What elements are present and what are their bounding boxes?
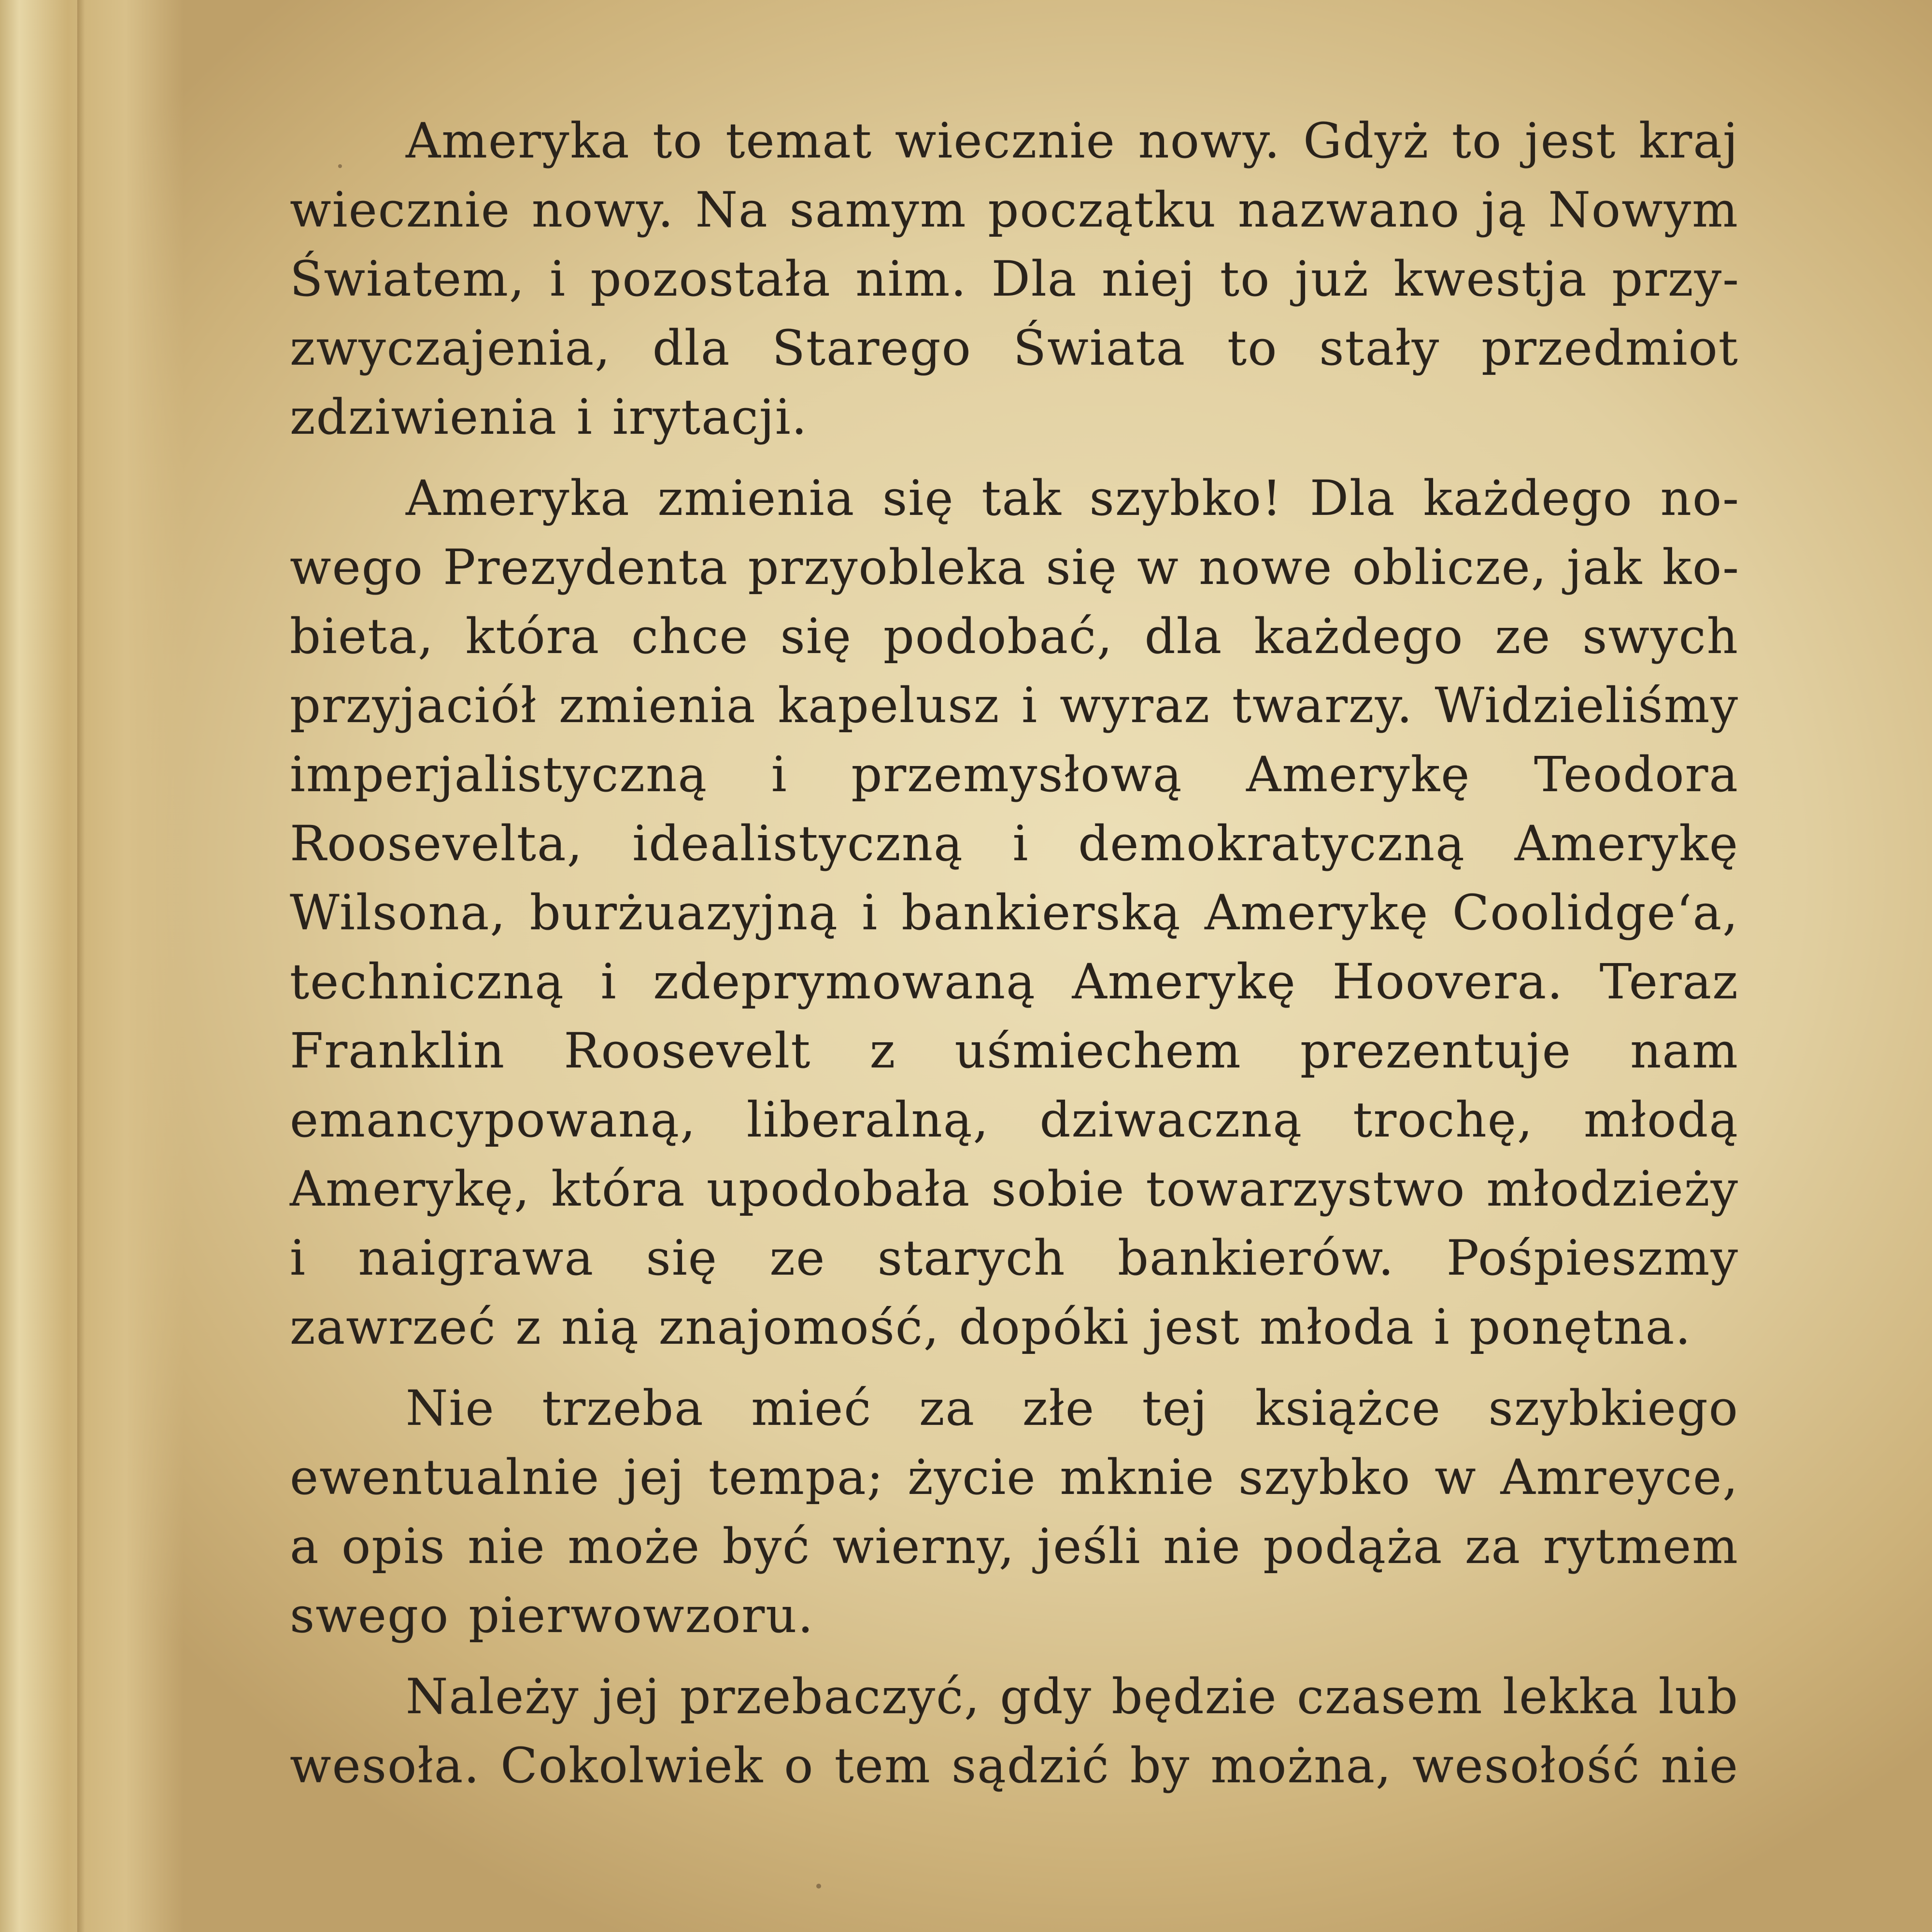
paragraph-1: Ameryka to temat wiecznie nowy. Gdyż to jest kraj wiecznie nowy. Na samym początku nazwano ją Nowym Światem, i pozostała nim. Dla niej to już kwestja przyzwyczajenia, dla Starego Świata to stały przedmiot zdziwienia i irytacji. bbox=[290, 113, 1739, 445]
book-spine-shadow bbox=[0, 0, 184, 1932]
paper-speck bbox=[338, 164, 342, 168]
page-edge bbox=[77, 0, 85, 1932]
paragraph-4: Należy jej przebaczyć, gdy będzie czasem lekka lub wesoła. Cokolwiek o tem sądzić by można, wesołość nie bbox=[290, 1668, 1739, 1794]
paper-speck bbox=[816, 1884, 821, 1889]
paragraph-2: Ameryka zmienia się tak szybko! Dla każdego nowego Prezydenta przyoblekа się w nowe oblicze, jak kobieta, która chce się podobać, dla każdego ze swych przyjaciół zmienia kapelusz i wyraz twarzy. Widzieliśmy imperjalistyczną i przemysłową Amerykę Teodora Roosevelta, idealistyczną i demokratyczną Amerykę Wilsona, burżuazyjną i bankierską Amerykę Coolidge‘a, techniczną i zdeprymowaną Amerykę Hoovera. Teraz Franklin Roosevelt z uśmiechem prezentuje nam emancypowaną, liberalną, dziwaczną trochę, młodą Amerykę, która upodobała sobie towarzystwo młodzieży i naigrawa się ze starych bankierów. Pośpieszmy zawrzeć z nią znajomość, dopóki jest młoda i ponętna. bbox=[290, 470, 1739, 1355]
page-text bbox=[290, 106, 1739, 1812]
paragraph-3: Nie trzeba mieć za złe tej książce szybkiego ewentualnie jej tempa; życie mknie szybko w Amreyce, a opis nie może być wierny, jeśli nie podąża za rytmem swego pierwowzoru. bbox=[290, 1380, 1739, 1644]
